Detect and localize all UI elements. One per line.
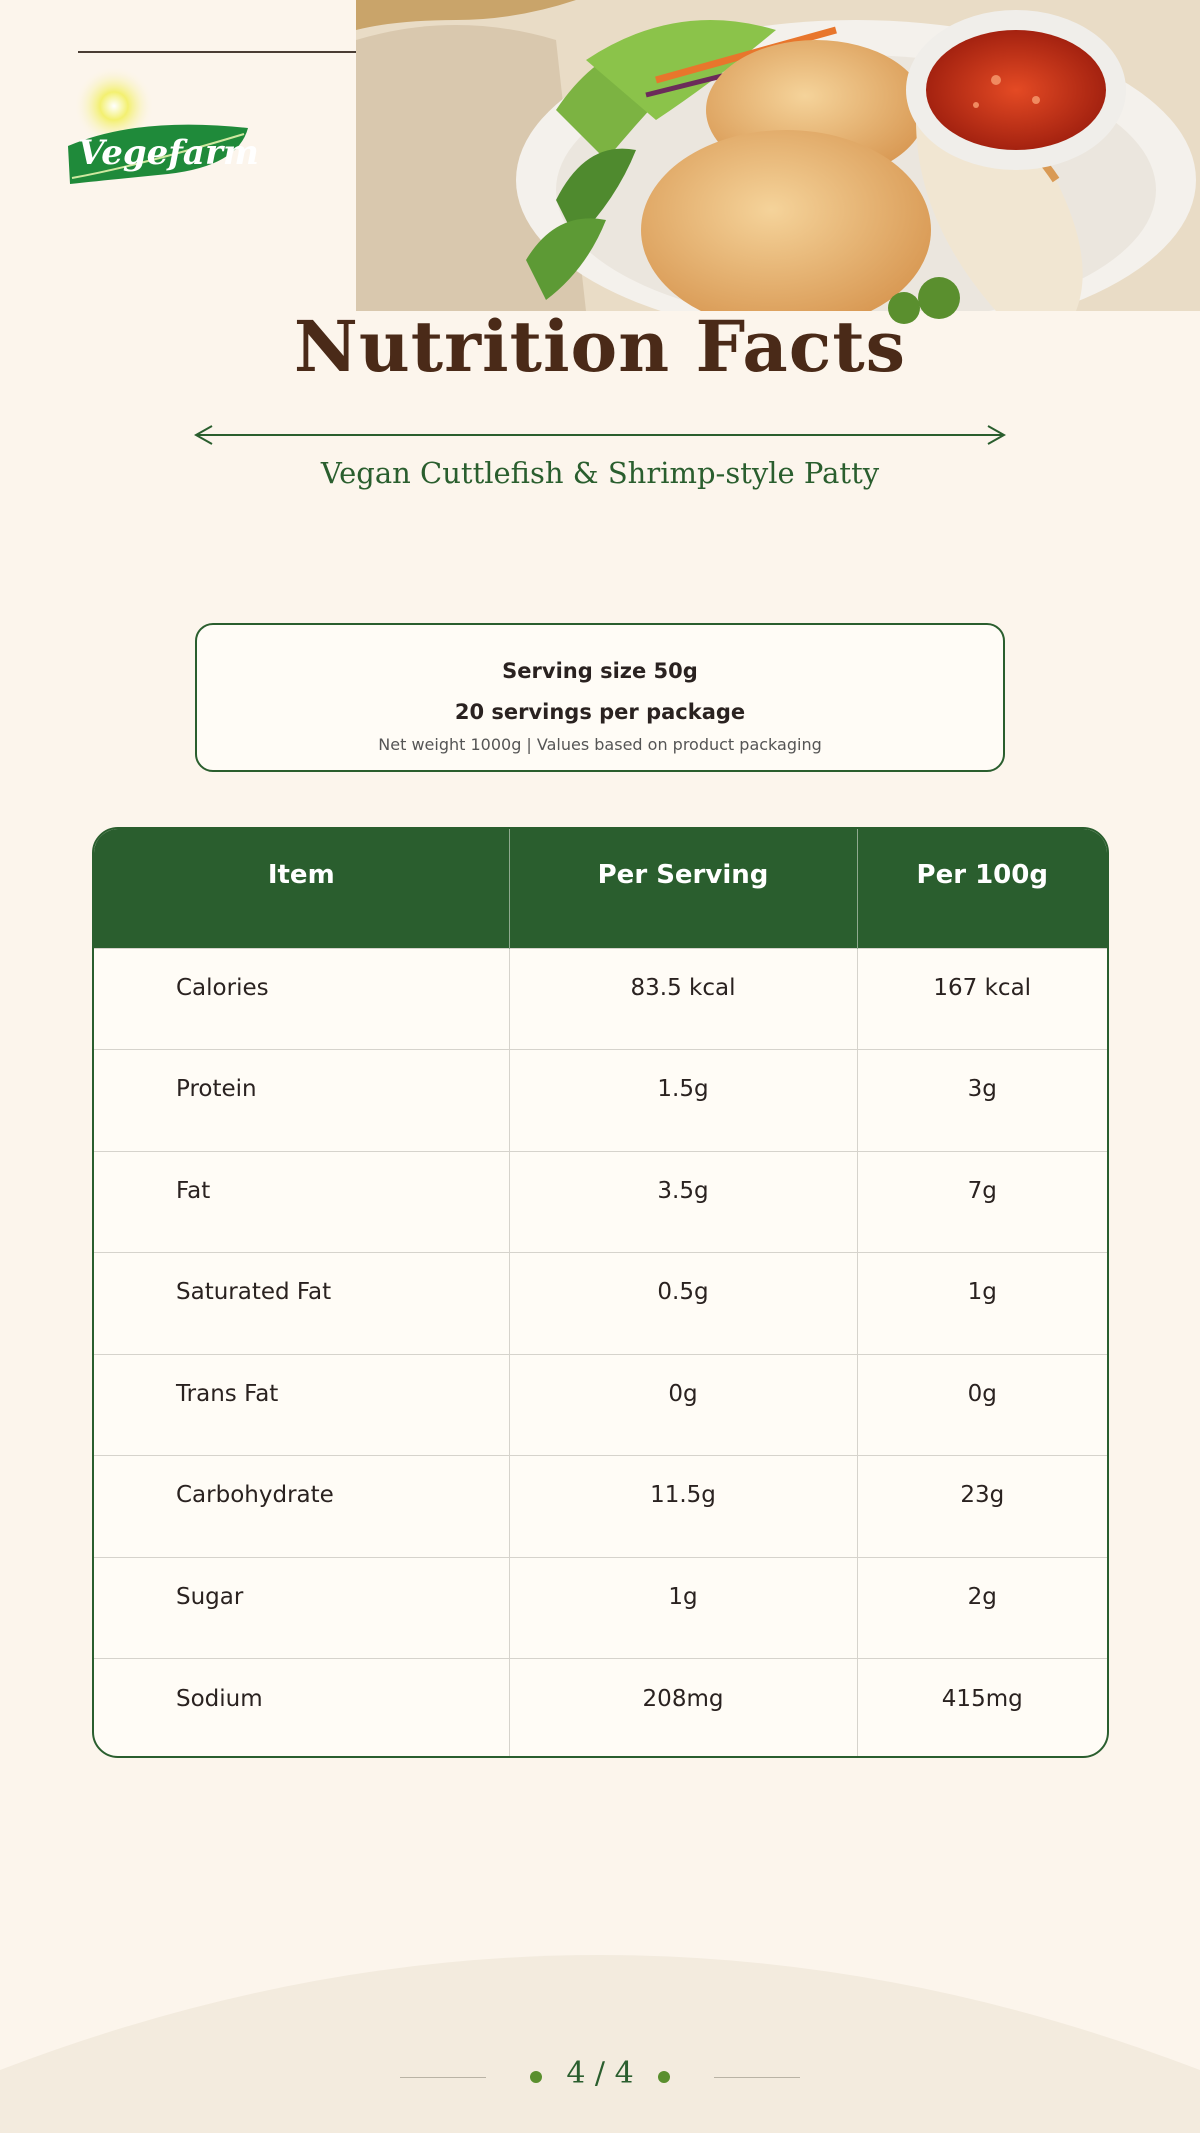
header-per-100g: Per 100g [857, 829, 1107, 948]
table-row [94, 948, 1107, 1050]
row-item: Carbohydrate [94, 1456, 509, 1558]
page-title: Nutrition Facts [293, 305, 907, 388]
hero-food-image [356, 0, 1200, 311]
row-per-serving: 83.5 kcal [509, 948, 857, 1050]
row-per-serving: 11.5g [509, 1456, 857, 1558]
table-row [94, 1151, 1107, 1253]
row-per-100g: 2g [857, 1557, 1107, 1659]
table-row [94, 1456, 1107, 1558]
row-item: Saturated Fat [94, 1253, 509, 1355]
arrow-divider [194, 424, 1006, 446]
row-per-100g: 0g [857, 1354, 1107, 1456]
net-weight-note: Net weight 1000g | Values based on product packaging [378, 735, 822, 754]
brand-logo [48, 66, 268, 196]
table-row [94, 1557, 1107, 1659]
row-item: Sugar [94, 1557, 509, 1659]
row-per-serving: 1g [509, 1557, 857, 1659]
row-per-100g: 1g [857, 1253, 1107, 1355]
pager-line-left [400, 2077, 486, 2078]
table-row [94, 1253, 1107, 1355]
page-indicator [0, 2056, 1200, 2096]
row-per-serving: 0.5g [509, 1253, 857, 1355]
row-per-100g: 23g [857, 1456, 1107, 1558]
product-subtitle: Vegan Cuttlefish & Shrimp-style Patty [320, 456, 880, 490]
table-row [94, 1050, 1107, 1152]
row-item: Fat [94, 1151, 509, 1253]
top-divider-line [78, 51, 356, 53]
row-per-100g: 167 kcal [857, 948, 1107, 1050]
row-per-100g: 415mg [857, 1659, 1107, 1759]
servings-per-package: 20 servings per package [454, 700, 746, 724]
row-item: Sodium [94, 1659, 509, 1759]
header-per-serving: Per Serving [509, 829, 857, 948]
pager-dot-right [658, 2071, 670, 2083]
table-row [94, 1354, 1107, 1456]
nutrition-table [92, 827, 1109, 1758]
row-item: Calories [94, 948, 509, 1050]
table-header-row [94, 829, 1107, 948]
row-per-100g: 7g [857, 1151, 1107, 1253]
row-per-serving: 3.5g [509, 1151, 857, 1253]
serving-info-box [195, 623, 1005, 772]
row-per-serving: 208mg [509, 1659, 857, 1759]
bottom-wave-decoration [0, 1950, 1200, 2133]
pager-line-right [714, 2077, 800, 2078]
row-item: Protein [94, 1050, 509, 1152]
serving-size: Serving size 50g [502, 659, 698, 683]
header-item: Item [94, 829, 509, 948]
row-per-100g: 3g [857, 1050, 1107, 1152]
page-number: 4 / 4 [566, 2056, 634, 2091]
table-row [94, 1659, 1107, 1759]
logo-wordmark: Vegefarm [78, 133, 259, 173]
pager-dot-left [530, 2071, 542, 2083]
row-per-serving: 1.5g [509, 1050, 857, 1152]
row-item: Trans Fat [94, 1354, 509, 1456]
row-per-serving: 0g [509, 1354, 857, 1456]
